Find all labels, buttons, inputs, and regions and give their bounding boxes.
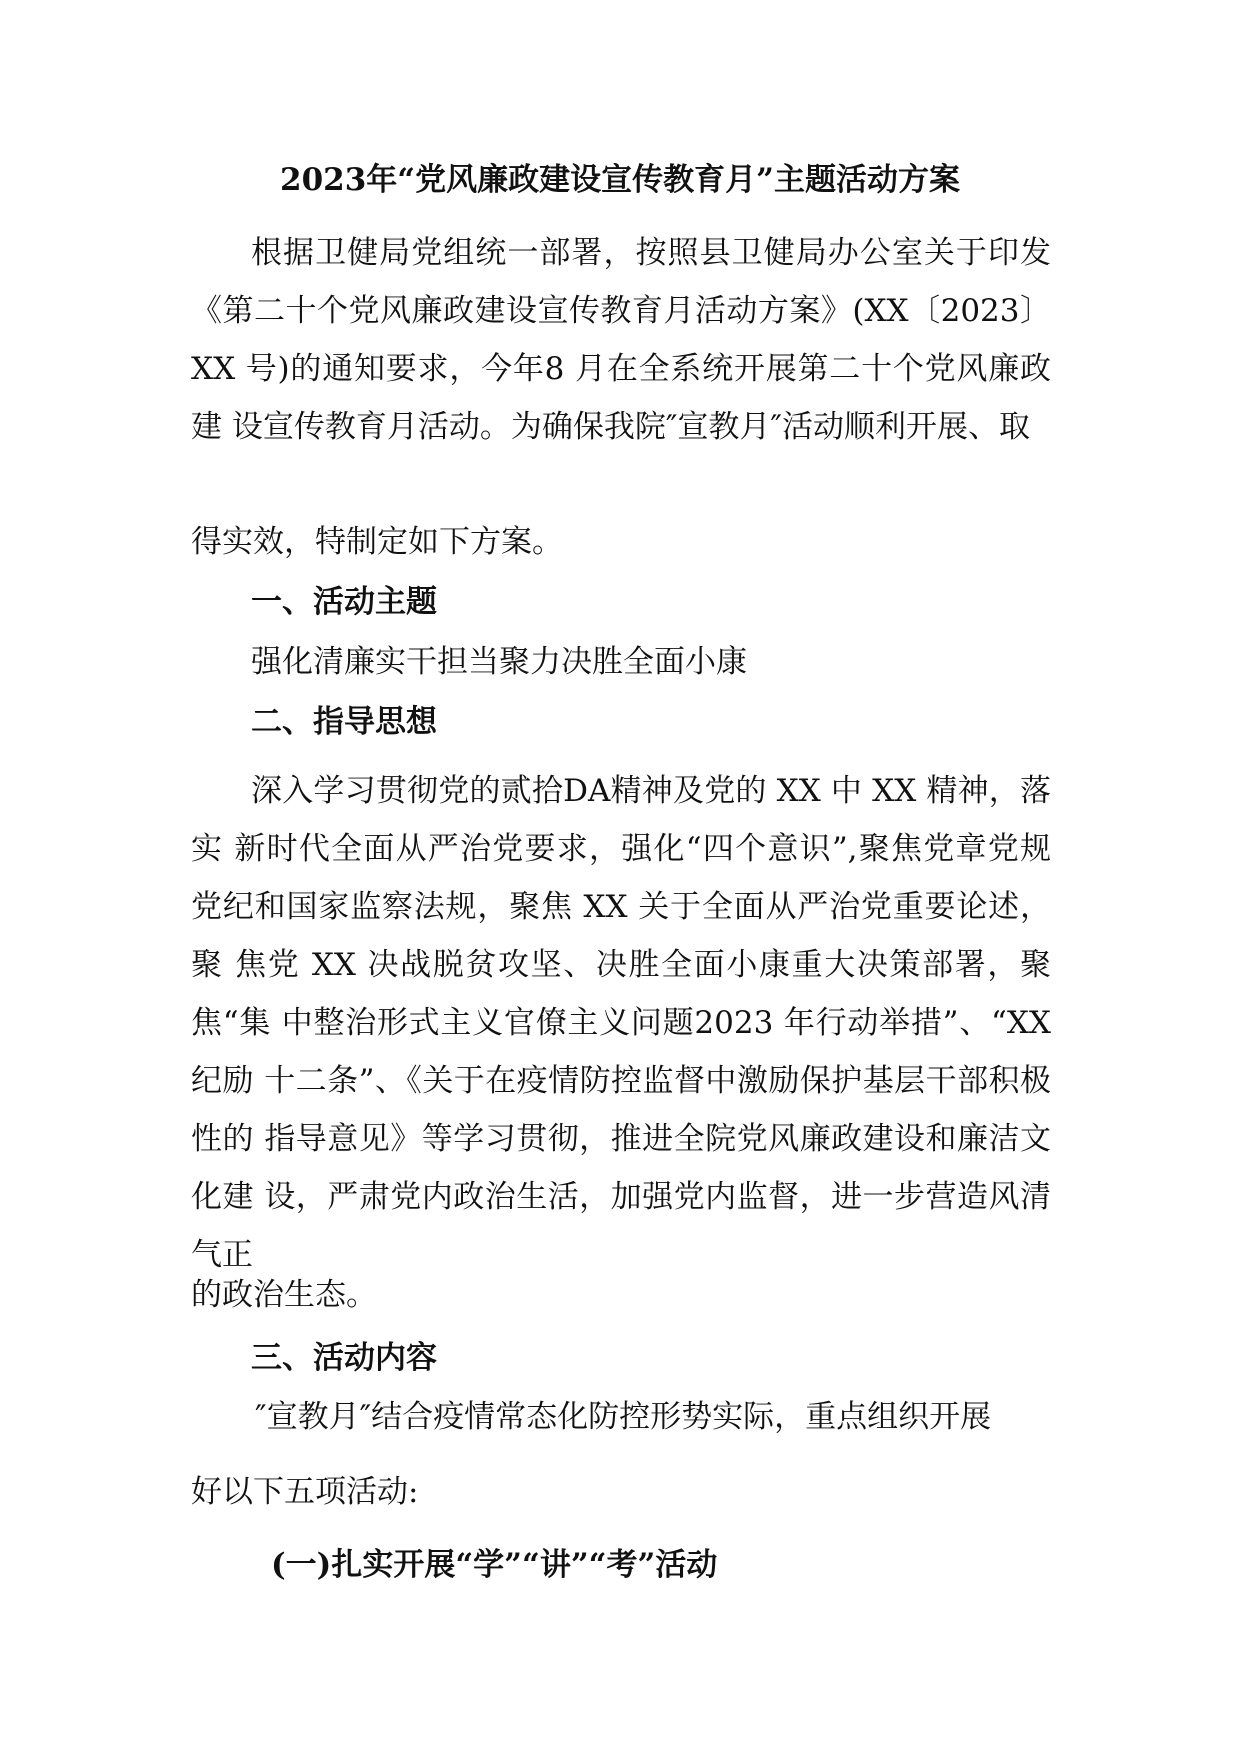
section-heading-activity-content: 三、活动内容	[251, 1340, 437, 1376]
subsection-heading-study-lecture-exam: (一)扎实开展“学”“讲”“考”活动	[271, 1547, 718, 1583]
intro-continuation: 得实效，特制定如下方案。	[191, 524, 563, 560]
section-heading-guiding-thought: 二、指导思想	[251, 704, 437, 740]
activity-content-intro: ″宣教月″结合疫情常态化防控形势实际，重点组织开展	[255, 1399, 992, 1435]
activity-theme-text: 强化清廉实干担当聚力决胜全面小康	[251, 644, 747, 680]
intro-paragraph: 根据卫健局党组统一部署，按照县卫健局办公室关于印发《第二十个党风廉政建设宣传教育月活动方案》(XX〔2023〕XX 号)的通知要求，今年8 月在全系统开展第二十个党风廉政建 设宣传教育月活动。为确保我院″宣教月″活动顺利开展、取	[191, 235, 1051, 445]
guiding-thought-continuation: 的政治生态。	[191, 1277, 377, 1313]
section-heading-activity-theme: 一、活动主题	[251, 584, 437, 620]
document-title: 2023年“党风廉政建设宣传教育月”主题活动方案	[280, 162, 960, 198]
activity-content-intro-continuation: 好以下五项活动:	[191, 1474, 419, 1510]
guiding-thought-paragraph: 深入学习贯彻党的贰拾DA精神及党的 XX 中 XX 精神，落实 新时代全面从严治党要求，强化“四个意识”,聚焦党章党规 党纪和国家监察法规，聚焦 XX 关于全面从严治党重要论述，聚 焦党 XX 决战脱贫攻坚、决胜全面小康重大决策部署，聚焦“集 中整治形式主义官僚主义问题2023 年行动举措”、“XX 纪励 十二条”、《关于在疫情防控监督中激励保护基层干部积极性的 指导意见》等学习贯彻，推进全院党风廉政建设和廉洁文化建 设，严肃党内政治生活，加强党内监督，进一步营造风清气正	[191, 773, 1051, 1273]
